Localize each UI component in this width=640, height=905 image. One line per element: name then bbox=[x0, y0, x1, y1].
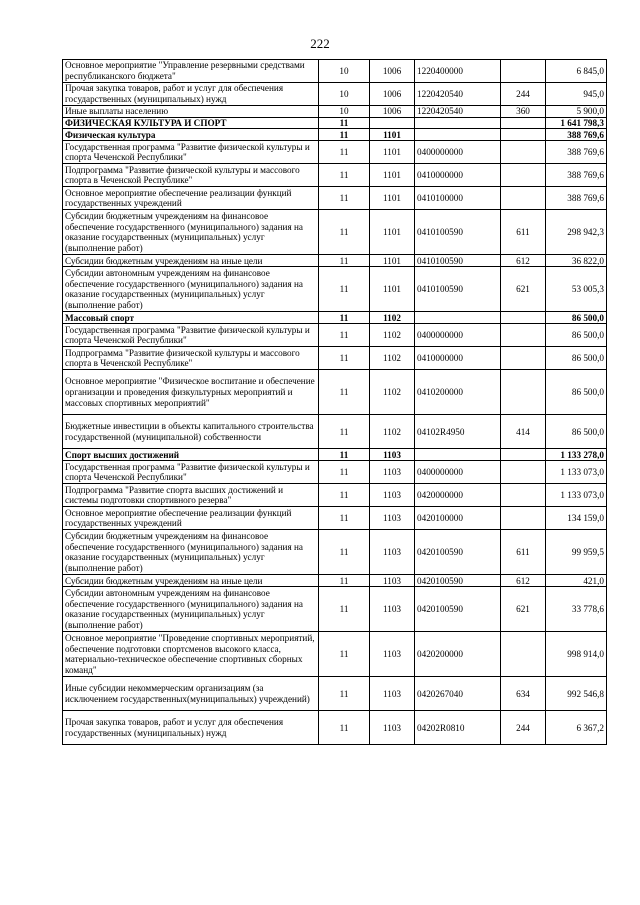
amount-cell: 86 500,0 bbox=[546, 415, 607, 449]
table-row bbox=[63, 129, 607, 141]
row-name-cell: ФИЗИЧЕСКАЯ КУЛЬТУРА И СПОРТ bbox=[63, 117, 319, 129]
amount-cell: 33 778,6 bbox=[546, 587, 607, 632]
target-article-code-cell: 0420100590 bbox=[415, 530, 501, 575]
expense-type-code-cell: 612 bbox=[501, 575, 546, 587]
target-article-code-cell: 0410200000 bbox=[415, 370, 501, 415]
table-row bbox=[63, 164, 607, 187]
target-article-code-cell bbox=[415, 129, 501, 141]
expense-type-code-cell: 621 bbox=[501, 587, 546, 632]
subsection-code-cell: 1103 bbox=[370, 449, 415, 461]
target-article-code-cell: 04202R0810 bbox=[415, 711, 501, 745]
row-name-cell: Иные выплаты населению bbox=[63, 106, 319, 118]
row-name-cell: Субсидии бюджетным учреждениям на финансовое обеспечение государственного (муниципального) задания на оказание государственных (муниципальных) услуг (выполнение работ) bbox=[63, 530, 319, 575]
table-row bbox=[63, 117, 607, 129]
expense-type-code-cell: 634 bbox=[501, 677, 546, 711]
budget-table-body bbox=[63, 60, 607, 745]
table-row bbox=[63, 415, 607, 449]
table-row bbox=[63, 711, 607, 745]
amount-cell: 1 133 278,0 bbox=[546, 449, 607, 461]
table-row bbox=[63, 632, 607, 677]
amount-cell: 86 500,0 bbox=[546, 347, 607, 370]
target-article-code-cell: 0400000000 bbox=[415, 461, 501, 484]
row-name-cell: Подпрограмма "Развитие спорта высших достижений и системы подготовки спортивного резерва" bbox=[63, 484, 319, 507]
subsection-code-cell: 1102 bbox=[370, 370, 415, 415]
section-code-cell: 10 bbox=[319, 60, 370, 83]
expense-type-code-cell bbox=[501, 312, 546, 324]
target-article-code-cell: 1220400000 bbox=[415, 60, 501, 83]
row-name-cell: Субсидии бюджетным учреждениям на финансовое обеспечение государственного (муниципального) задания на оказание государственных (муниципальных) услуг (выполнение работ) bbox=[63, 210, 319, 255]
target-article-code-cell bbox=[415, 449, 501, 461]
subsection-code-cell: 1006 bbox=[370, 60, 415, 83]
subsection-code-cell: 1101 bbox=[370, 129, 415, 141]
section-code-cell: 11 bbox=[319, 187, 370, 210]
table-row bbox=[63, 449, 607, 461]
expense-type-code-cell bbox=[501, 632, 546, 677]
expense-type-code-cell bbox=[501, 164, 546, 187]
row-name-cell: Государственная программа "Развитие физической культуры и спорта Чеченской Республики" bbox=[63, 324, 319, 347]
table-row bbox=[63, 210, 607, 255]
expense-type-code-cell bbox=[501, 461, 546, 484]
page-number: 222 bbox=[310, 36, 330, 51]
row-name-cell: Государственная программа "Развитие физической культуры и спорта Чеченской Республики" bbox=[63, 141, 319, 164]
budget-table bbox=[62, 59, 607, 745]
table-row bbox=[63, 347, 607, 370]
expense-type-code-cell: 244 bbox=[501, 83, 546, 106]
expense-type-code-cell: 414 bbox=[501, 415, 546, 449]
amount-cell: 1 133 073,0 bbox=[546, 461, 607, 484]
section-code-cell: 11 bbox=[319, 129, 370, 141]
subsection-code-cell: 1102 bbox=[370, 324, 415, 347]
target-article-code-cell: 0420000000 bbox=[415, 484, 501, 507]
table-row bbox=[63, 141, 607, 164]
target-article-code-cell: 1220420540 bbox=[415, 83, 501, 106]
target-article-code-cell: 04102R4950 bbox=[415, 415, 501, 449]
amount-cell: 388 769,6 bbox=[546, 164, 607, 187]
section-code-cell: 11 bbox=[319, 164, 370, 187]
row-name-cell: Спорт высших достижений bbox=[63, 449, 319, 461]
expense-type-code-cell bbox=[501, 324, 546, 347]
amount-cell: 945,0 bbox=[546, 83, 607, 106]
section-code-cell: 11 bbox=[319, 312, 370, 324]
target-article-code-cell bbox=[415, 117, 501, 129]
section-code-cell: 11 bbox=[319, 530, 370, 575]
section-code-cell: 11 bbox=[319, 255, 370, 267]
expense-type-code-cell bbox=[501, 129, 546, 141]
row-name-cell: Массовый спорт bbox=[63, 312, 319, 324]
row-name-cell: Основное мероприятие обеспечение реализации функций государственных учреждений bbox=[63, 187, 319, 210]
target-article-code-cell bbox=[415, 312, 501, 324]
target-article-code-cell: 0400000000 bbox=[415, 324, 501, 347]
row-name-cell: Субсидии автономным учреждениям на финансовое обеспечение государственного (муниципального) задания на оказание государственных (муниципальных) услуг (выполнение работ) bbox=[63, 267, 319, 312]
expense-type-code-cell: 611 bbox=[501, 210, 546, 255]
expense-type-code-cell: 621 bbox=[501, 267, 546, 312]
expense-type-code-cell bbox=[501, 449, 546, 461]
table-row bbox=[63, 255, 607, 267]
subsection-code-cell: 1103 bbox=[370, 587, 415, 632]
subsection-code-cell: 1103 bbox=[370, 632, 415, 677]
subsection-code-cell: 1101 bbox=[370, 267, 415, 312]
expense-type-code-cell bbox=[501, 187, 546, 210]
amount-cell: 6 845,0 bbox=[546, 60, 607, 83]
section-code-cell: 11 bbox=[319, 449, 370, 461]
subsection-code-cell: 1103 bbox=[370, 575, 415, 587]
target-article-code-cell: 0420100000 bbox=[415, 507, 501, 530]
target-article-code-cell: 0410100590 bbox=[415, 210, 501, 255]
subsection-code-cell: 1006 bbox=[370, 106, 415, 118]
section-code-cell: 11 bbox=[319, 587, 370, 632]
subsection-code-cell: 1103 bbox=[370, 530, 415, 575]
subsection-code-cell bbox=[370, 117, 415, 129]
table-row bbox=[63, 587, 607, 632]
row-name-cell: Субсидии бюджетным учреждениям на иные цели bbox=[63, 255, 319, 267]
amount-cell: 86 500,0 bbox=[546, 370, 607, 415]
amount-cell: 6 367,2 bbox=[546, 711, 607, 745]
table-row bbox=[63, 324, 607, 347]
expense-type-code-cell: 611 bbox=[501, 530, 546, 575]
amount-cell: 388 769,6 bbox=[546, 129, 607, 141]
subsection-code-cell: 1103 bbox=[370, 461, 415, 484]
section-code-cell: 11 bbox=[319, 575, 370, 587]
section-code-cell: 10 bbox=[319, 106, 370, 118]
subsection-code-cell: 1103 bbox=[370, 711, 415, 745]
amount-cell: 36 822,0 bbox=[546, 255, 607, 267]
expense-type-code-cell: 360 bbox=[501, 106, 546, 118]
amount-cell: 5 900,0 bbox=[546, 106, 607, 118]
section-code-cell: 11 bbox=[319, 484, 370, 507]
table-row bbox=[63, 60, 607, 83]
section-code-cell: 11 bbox=[319, 711, 370, 745]
row-name-cell: Подпрограмма "Развитие физической культуры и массового спорта в Чеченской Республике" bbox=[63, 164, 319, 187]
row-name-cell: Государственная программа "Развитие физической культуры и спорта Чеченской Республики" bbox=[63, 461, 319, 484]
target-article-code-cell: 0410100590 bbox=[415, 255, 501, 267]
row-name-cell: Основное мероприятие "Проведение спортивных мероприятий, обеспечение подготовки спортсменов высокого класса, материально-техническое обеспечение спортивных сборных команд" bbox=[63, 632, 319, 677]
target-article-code-cell: 0420267040 bbox=[415, 677, 501, 711]
expense-type-code-cell bbox=[501, 141, 546, 164]
subsection-code-cell: 1103 bbox=[370, 677, 415, 711]
subsection-code-cell: 1102 bbox=[370, 415, 415, 449]
section-code-cell: 11 bbox=[319, 117, 370, 129]
subsection-code-cell: 1102 bbox=[370, 312, 415, 324]
amount-cell: 86 500,0 bbox=[546, 324, 607, 347]
table-row bbox=[63, 83, 607, 106]
row-name-cell: Основное мероприятие "Физическое воспитание и обеспечение организации и проведения физкультурных мероприятий и массовых спортивных мероприятий" bbox=[63, 370, 319, 415]
table-row bbox=[63, 575, 607, 587]
table-row bbox=[63, 370, 607, 415]
expense-type-code-cell bbox=[501, 370, 546, 415]
target-article-code-cell: 1220420540 bbox=[415, 106, 501, 118]
table-row bbox=[63, 267, 607, 312]
amount-cell: 1 641 798,3 bbox=[546, 117, 607, 129]
section-code-cell: 11 bbox=[319, 210, 370, 255]
expense-type-code-cell bbox=[501, 347, 546, 370]
expense-type-code-cell: 244 bbox=[501, 711, 546, 745]
row-name-cell: Прочая закупка товаров, работ и услуг для обеспечения государственных (муниципальных) нужд bbox=[63, 711, 319, 745]
section-code-cell: 11 bbox=[319, 461, 370, 484]
subsection-code-cell: 1101 bbox=[370, 187, 415, 210]
amount-cell: 298 942,3 bbox=[546, 210, 607, 255]
amount-cell: 134 159,0 bbox=[546, 507, 607, 530]
subsection-code-cell: 1101 bbox=[370, 164, 415, 187]
amount-cell: 998 914,0 bbox=[546, 632, 607, 677]
row-name-cell: Физическая культура bbox=[63, 129, 319, 141]
expense-type-code-cell bbox=[501, 484, 546, 507]
amount-cell: 53 005,3 bbox=[546, 267, 607, 312]
amount-cell: 86 500,0 bbox=[546, 312, 607, 324]
row-name-cell: Прочая закупка товаров, работ и услуг для обеспечения государственных (муниципальных) нужд bbox=[63, 83, 319, 106]
amount-cell: 421,0 bbox=[546, 575, 607, 587]
target-article-code-cell: 0410100000 bbox=[415, 187, 501, 210]
subsection-code-cell: 1101 bbox=[370, 210, 415, 255]
section-code-cell: 11 bbox=[319, 507, 370, 530]
amount-cell: 99 959,5 bbox=[546, 530, 607, 575]
target-article-code-cell: 0410100590 bbox=[415, 267, 501, 312]
section-code-cell: 11 bbox=[319, 141, 370, 164]
target-article-code-cell: 0400000000 bbox=[415, 141, 501, 164]
target-article-code-cell: 0420200000 bbox=[415, 632, 501, 677]
section-code-cell: 11 bbox=[319, 370, 370, 415]
section-code-cell: 11 bbox=[319, 677, 370, 711]
section-code-cell: 10 bbox=[319, 83, 370, 106]
table-row bbox=[63, 530, 607, 575]
target-article-code-cell: 0420100590 bbox=[415, 587, 501, 632]
row-name-cell: Субсидии автономным учреждениям на финансовое обеспечение государственного (муниципального) задания на оказание государственных (муниципальных) услуг (выполнение работ) bbox=[63, 587, 319, 632]
subsection-code-cell: 1102 bbox=[370, 347, 415, 370]
section-code-cell: 11 bbox=[319, 267, 370, 312]
target-article-code-cell: 0410000000 bbox=[415, 164, 501, 187]
amount-cell: 388 769,6 bbox=[546, 187, 607, 210]
subsection-code-cell: 1006 bbox=[370, 83, 415, 106]
subsection-code-cell: 1103 bbox=[370, 484, 415, 507]
subsection-code-cell: 1101 bbox=[370, 255, 415, 267]
amount-cell: 992 546,8 bbox=[546, 677, 607, 711]
target-article-code-cell: 0420100590 bbox=[415, 575, 501, 587]
expense-type-code-cell bbox=[501, 60, 546, 83]
section-code-cell: 11 bbox=[319, 324, 370, 347]
table-row bbox=[63, 484, 607, 507]
table-row bbox=[63, 461, 607, 484]
row-name-cell: Иные субсидии некоммерческим организациям (за исключением государственных(муниципальных) учреждений) bbox=[63, 677, 319, 711]
expense-type-code-cell bbox=[501, 507, 546, 530]
section-code-cell: 11 bbox=[319, 415, 370, 449]
section-code-cell: 11 bbox=[319, 632, 370, 677]
table-row bbox=[63, 187, 607, 210]
target-article-code-cell: 0410000000 bbox=[415, 347, 501, 370]
subsection-code-cell: 1101 bbox=[370, 141, 415, 164]
row-name-cell: Бюджетные инвестиции в объекты капитального строительства государственной (муниципальной) собственности bbox=[63, 415, 319, 449]
table-row bbox=[63, 312, 607, 324]
amount-cell: 1 133 073,0 bbox=[546, 484, 607, 507]
table-row bbox=[63, 677, 607, 711]
row-name-cell: Субсидии бюджетным учреждениям на иные цели bbox=[63, 575, 319, 587]
subsection-code-cell: 1103 bbox=[370, 507, 415, 530]
row-name-cell: Подпрограмма "Развитие физической культуры и массового спорта в Чеченской Республике" bbox=[63, 347, 319, 370]
expense-type-code-cell: 612 bbox=[501, 255, 546, 267]
row-name-cell: Основное мероприятие обеспечение реализации функций государственных учреждений bbox=[63, 507, 319, 530]
table-row bbox=[63, 507, 607, 530]
expense-type-code-cell bbox=[501, 117, 546, 129]
row-name-cell: Основное мероприятие "Управление резервными средствами республиканского бюджета" bbox=[63, 60, 319, 83]
amount-cell: 388 769,6 bbox=[546, 141, 607, 164]
section-code-cell: 11 bbox=[319, 347, 370, 370]
table-row bbox=[63, 106, 607, 118]
